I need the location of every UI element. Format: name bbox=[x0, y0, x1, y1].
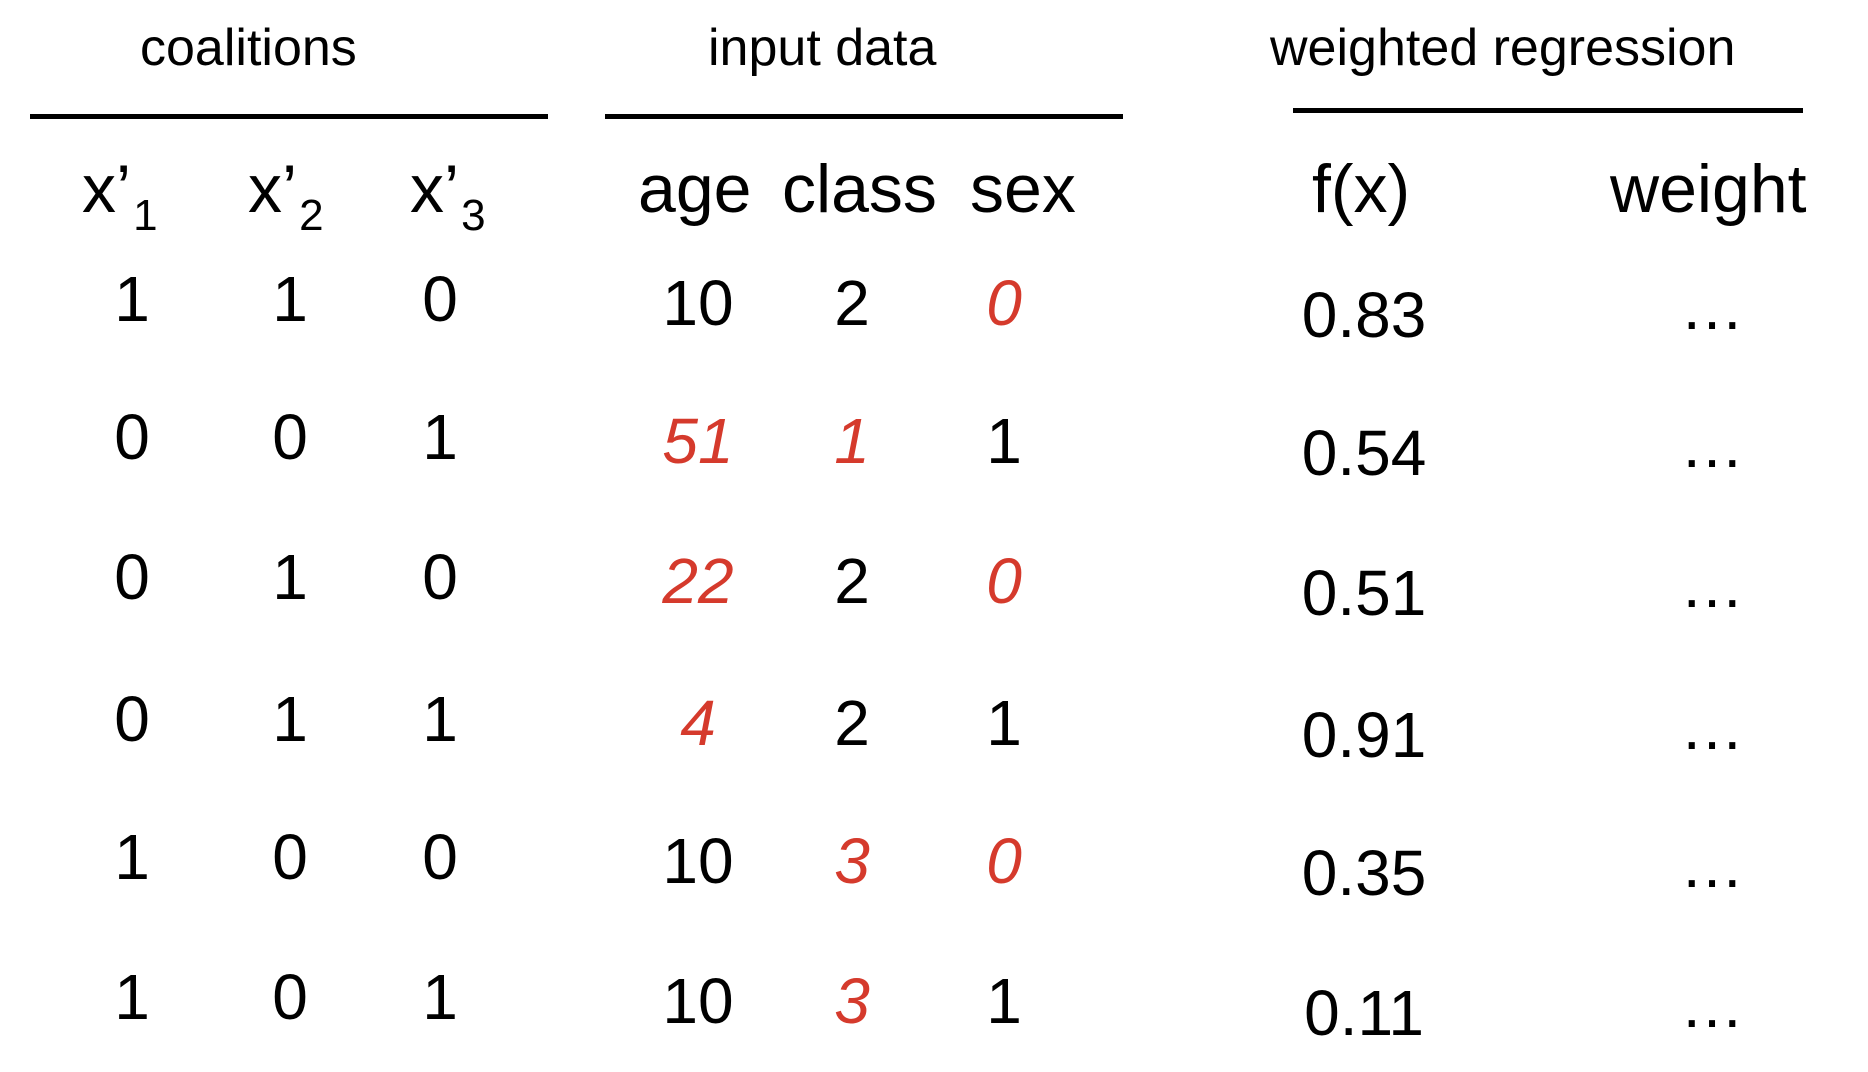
coalition-cell-x3: 1 bbox=[422, 961, 458, 1033]
input-cell-age-sampled: 4 bbox=[680, 687, 716, 759]
input-cell-class-sampled: 3 bbox=[834, 825, 870, 897]
input-cell-sex-sampled: 0 bbox=[986, 825, 1022, 897]
coalition-cell-x1: 1 bbox=[114, 961, 150, 1033]
input-cell-sex-sampled: 0 bbox=[986, 545, 1022, 617]
coalition-header-x1-base: x’ bbox=[82, 151, 132, 227]
fx-value: 0.51 bbox=[1301, 557, 1427, 629]
input-header-age: age bbox=[638, 151, 752, 227]
coalition-cell-x1: 0 bbox=[114, 683, 150, 755]
input-cell-age: 10 bbox=[662, 825, 734, 897]
input-cell-age: 10 bbox=[662, 965, 734, 1037]
weight-ellipsis: … bbox=[1680, 969, 1744, 1041]
regression-header-fx: f(x) bbox=[1312, 151, 1411, 227]
coalition-header-x3 bbox=[410, 150, 486, 240]
input-cell-age: 10 bbox=[662, 267, 734, 339]
fx-value: 0.91 bbox=[1301, 699, 1427, 771]
coalition-cell-x2: 1 bbox=[272, 263, 308, 335]
coalition-cell-x2: 1 bbox=[272, 683, 308, 755]
coalition-header-x2-base: x’ bbox=[248, 151, 298, 227]
weight-ellipsis: … bbox=[1680, 691, 1744, 763]
coalition-cell-x1: 0 bbox=[114, 401, 150, 473]
weight-ellipsis: … bbox=[1680, 829, 1744, 901]
input-cell-class-sampled: 3 bbox=[834, 965, 870, 1037]
input-cell-sex: 1 bbox=[986, 687, 1022, 759]
input-header-sex: sex bbox=[970, 151, 1076, 227]
coalition-cell-x1: 1 bbox=[114, 263, 150, 335]
coalition-header-x2-sub: 2 bbox=[299, 191, 324, 240]
input-cell-sex: 1 bbox=[986, 405, 1022, 477]
coalitions-title: coalitions bbox=[140, 19, 357, 77]
coalition-cell-x1: 0 bbox=[114, 541, 150, 613]
coalition-cell-x3: 0 bbox=[422, 821, 458, 893]
weight-ellipsis: … bbox=[1680, 271, 1744, 343]
regression-header-weight: weight bbox=[1610, 151, 1807, 227]
weighted-regression-rule bbox=[1293, 108, 1803, 113]
input-cell-sex-sampled: 0 bbox=[986, 267, 1022, 339]
fx-value: 0.35 bbox=[1301, 837, 1427, 909]
input-cell-sex: 1 bbox=[986, 965, 1022, 1037]
coalition-cell-x3: 0 bbox=[422, 263, 458, 335]
input-cell-age-sampled: 51 bbox=[662, 405, 734, 477]
coalition-cell-x2: 1 bbox=[272, 541, 308, 613]
input-cell-class-sampled: 1 bbox=[834, 405, 870, 477]
fx-value: 0.11 bbox=[1304, 977, 1424, 1049]
input-cell-age-sampled: 22 bbox=[662, 545, 734, 617]
input-cell-class: 2 bbox=[834, 267, 870, 339]
coalition-cell-x3: 0 bbox=[422, 541, 458, 613]
coalition-cell-x1: 1 bbox=[114, 821, 150, 893]
coalition-header-x1 bbox=[82, 150, 158, 240]
input-cell-class: 2 bbox=[834, 545, 870, 617]
coalition-cell-x2: 0 bbox=[272, 961, 308, 1033]
coalition-cell-x3: 1 bbox=[422, 401, 458, 473]
weight-ellipsis: … bbox=[1680, 549, 1744, 621]
input-header-class: class bbox=[782, 151, 937, 227]
coalition-cell-x2: 0 bbox=[272, 821, 308, 893]
input-cell-class: 2 bbox=[834, 687, 870, 759]
input-data-rule bbox=[605, 114, 1123, 119]
fx-value: 0.83 bbox=[1301, 279, 1427, 351]
coalition-header-x1-sub: 1 bbox=[133, 191, 158, 240]
weight-ellipsis: … bbox=[1680, 409, 1744, 481]
coalition-header-x3-base: x’ bbox=[410, 151, 460, 227]
fx-value: 0.54 bbox=[1301, 417, 1427, 489]
input-data-title: input data bbox=[708, 19, 937, 77]
coalition-header-x3-sub: 3 bbox=[461, 191, 486, 240]
coalition-cell-x2: 0 bbox=[272, 401, 308, 473]
coalition-cell-x3: 1 bbox=[422, 683, 458, 755]
coalition-header-x2 bbox=[248, 150, 324, 240]
coalitions-rule bbox=[30, 114, 548, 119]
weighted-regression-title: weighted regression bbox=[1270, 19, 1736, 77]
